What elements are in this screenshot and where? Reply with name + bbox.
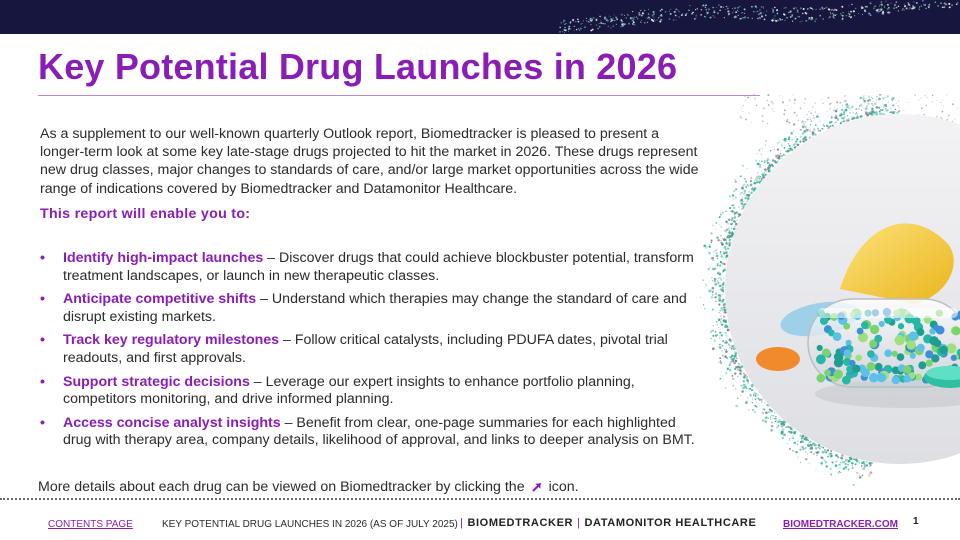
bullet-label: Identify high-impact launches — [63, 250, 264, 266]
list-item — [40, 291, 708, 326]
bullet-marker: • — [40, 291, 45, 308]
more-details-note — [38, 479, 579, 497]
dotted-wave-decoration — [0, 0, 960, 34]
pills-illustration — [700, 94, 960, 494]
page-number: 1 — [913, 516, 919, 527]
brand-separator: | — [460, 517, 464, 529]
bullet-marker: • — [40, 332, 45, 349]
biomedtracker-logo: BIOMEDTRACKER — [467, 517, 574, 529]
intro-paragraph: As a supplement to our well-known quarterly Outlook report, Biomedtracker is pleased to present a longer-term look at some key late-stage drugs projected to hit the market in 2026. These drugs represent new drug classes, major changes to standards of care, and/or large market opportunities across the wide range of indications covered by Biomedtracker and Datamonitor Healthcare. — [40, 126, 699, 197]
bullet-marker: • — [40, 250, 45, 266]
bullet-text: – Understand which therapies may change the standard of care and disrupt existing markets. — [63, 291, 687, 325]
list-item — [40, 374, 708, 409]
title-divider — [38, 95, 760, 96]
bullet-label: Support strategic decisions — [63, 373, 250, 390]
bullet-label: Access concise analyst insights — [63, 414, 281, 431]
website-link[interactable]: BIOMEDTRACKER.COM — [783, 519, 898, 530]
bullet-marker: • — [40, 373, 45, 390]
brand-logos — [456, 517, 756, 529]
bullet-text: – Leverage our expert insights to enhance portfolio planning, competitors monitoring, and drive informed planning. — [63, 373, 635, 408]
contents-page-link[interactable]: CONTENTS PAGE — [48, 519, 133, 530]
report-title: KEY POTENTIAL DRUG LAUNCHES IN 2026 (AS OF JULY 2025) — [162, 519, 458, 530]
more-details-suffix: icon. — [548, 479, 579, 495]
bullet-text: – Follow critical catalysts, including PDUFA dates, pivotal trial readouts, and first approvals. — [63, 332, 668, 366]
list-item — [40, 332, 708, 367]
pills-photo — [700, 94, 960, 494]
bullet-text: – Discover drugs that could achieve blockbuster potential, transform treatment landscapes, or launch in new therapeutic classes. — [63, 250, 694, 284]
external-arrow-icon[interactable] — [531, 481, 543, 497]
brand-separator: | — [577, 517, 581, 529]
page-title: Key Potential Drug Launches in 2026 — [38, 46, 678, 87]
benefits-list — [40, 250, 708, 456]
more-details-text: More details about each drug can be viewed on Biomedtracker by clicking the — [38, 479, 525, 495]
datamonitor-logo: DATAMONITOR HEALTHCARE — [584, 517, 757, 529]
section-lead: This report will enable you to: — [40, 206, 251, 222]
bullet-text: – Benefit from clear, one-page summaries for each highlighted drug with therapy area, company details, likelihood of approval, and links to deeper analysis on BMT. — [63, 414, 695, 449]
bullet-label: Anticipate competitive shifts — [63, 291, 257, 308]
list-item — [40, 415, 708, 450]
bullet-label: Track key regulatory milestones — [63, 332, 280, 349]
top-banner — [0, 0, 960, 34]
bullet-marker: • — [40, 414, 45, 431]
footer-divider — [0, 498, 960, 500]
list-item — [40, 250, 708, 285]
